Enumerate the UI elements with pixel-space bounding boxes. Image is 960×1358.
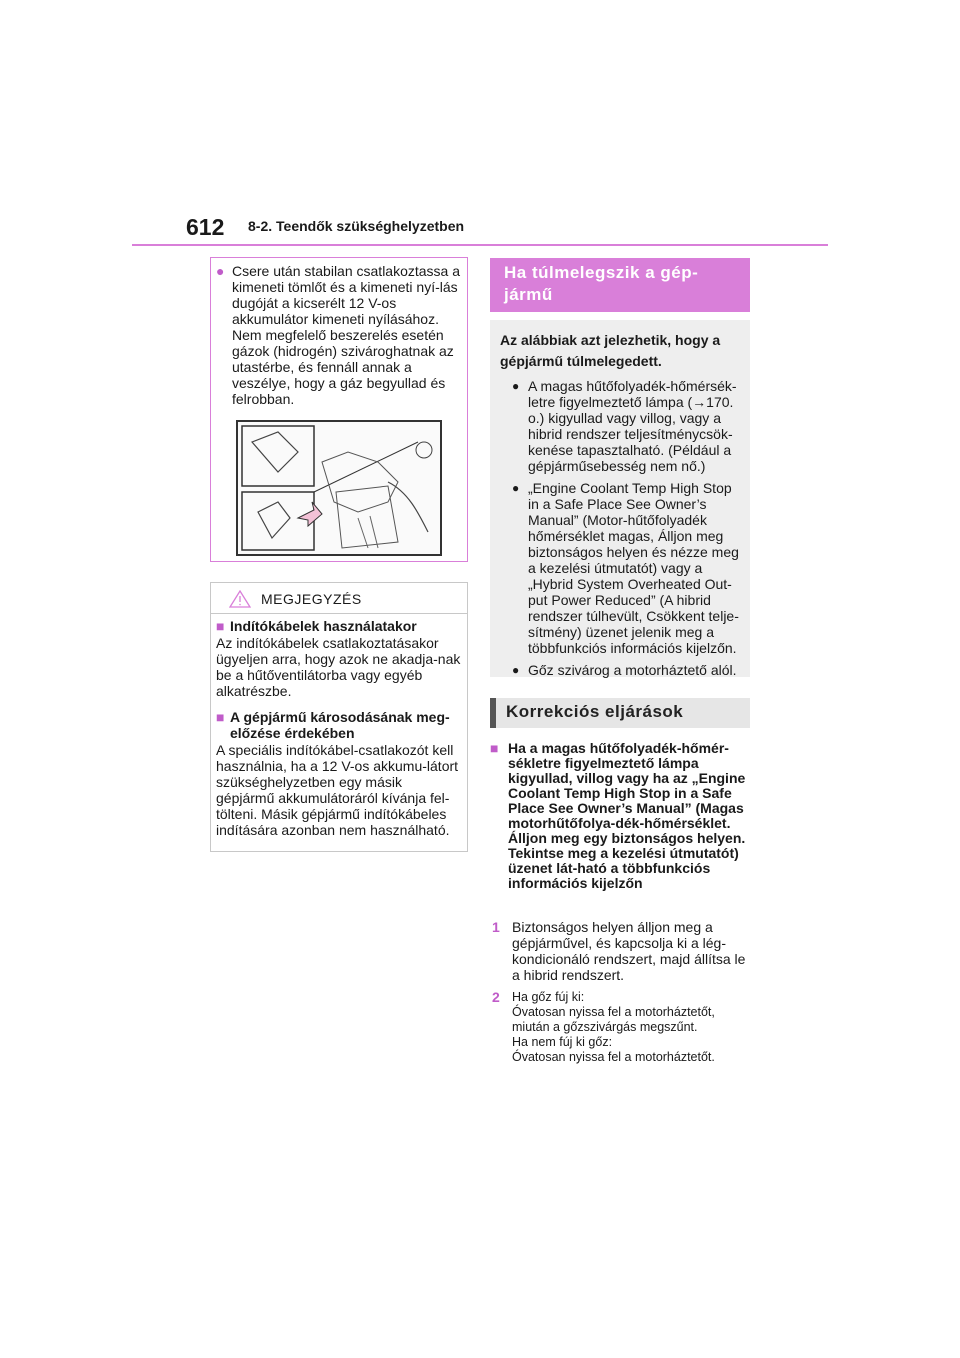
- step-2-line: Ha nem fúj ki gőz:: [512, 1035, 613, 1049]
- corrective-title: Korrekciós eljárások: [490, 698, 750, 728]
- overheat-intro: Az alábbiak azt jelezhetik, hogy a gépjármű túlmelegedett.: [500, 332, 721, 369]
- note-body: [211, 614, 467, 838]
- warning-bullet: [216, 263, 462, 407]
- note-text-1: Az indítókábelek csatlakoztatásakor ügyeljen arra, hogy azok ne akadja-nak be a hűtőventilátorba vagy egyéb alkatrészbe.: [216, 635, 461, 699]
- note-header: [211, 583, 467, 614]
- step-2-line: Ha gőz fúj ki:: [512, 990, 585, 1004]
- square-bullet-icon: ■: [216, 618, 225, 634]
- list-item-text: „Engine Coolant Temp High Stop in a Safe Place See Owner’s Manual” (Motor-hűtőfolyadék hőmérséklet magas, Álljon meg biztonságos helyen és nézze meg a kezelési útmutatót) vagy a „Hybrid System Overheated Out-put Power Reduced” (A hibrid rendszer túlhevült, Csökkent telje-sítmény) üzenet jelenik meg a többfunkciós információs kijelzőn.: [528, 480, 739, 656]
- bullet-dot-icon: ●: [512, 379, 520, 393]
- step-2: [490, 990, 746, 1065]
- step-1-text: Biztonságos helyen álljon meg a gépjárművel, és kapcsolja ki a lég-kondicionáló rendszert, majd állítsa le a hibrid rendszert.: [512, 919, 746, 983]
- battery-illustration: [236, 420, 442, 556]
- note-heading-1: [216, 618, 462, 634]
- list-item: [500, 480, 740, 656]
- list-item-text: A magas hűtőfolyadék-hőmérsék-letre figyelmeztető lámpa (→170. o.) kigyullad vagy villog, vagy a hibrid rendszer teljesítménycsök-kenése tapasztalható. (Például a gépjárműsebesség nem nő.): [528, 378, 737, 474]
- square-bullet-icon: ■: [490, 740, 499, 756]
- step-2-line: Óvatosan nyissa fel a motorháztetőt, miután a gőzszivárgás megszűnt.: [512, 1005, 715, 1034]
- list-item: [500, 378, 740, 474]
- warning-text: Csere után stabilan csatlakoztassa a kimeneti tömlőt és a kimeneti nyí-lás dugóját a kicserélt 12 V-os akkumulátor kimeneti nyílásához. Nem megfelelő beszerelés esetén gázok (hidrogén) szivároghatnak az utastérbe, és fennáll annak a veszélye, hogy a gáz begyullad és felrobban.: [232, 263, 461, 407]
- note-heading-2: [216, 709, 462, 741]
- step-1: [490, 919, 746, 983]
- warning-triangle-icon: [229, 590, 251, 608]
- list-item-text: Gőz szivárog a motorháztető alól.: [528, 662, 737, 678]
- bullet-dot-icon: ●: [216, 263, 225, 279]
- note-heading-2-text: A gépjármű károsodásának meg-előzése érdekében: [230, 709, 450, 741]
- square-bullet-icon: ■: [216, 709, 225, 725]
- step-2-line: Óvatosan nyissa fel a motorháztetőt.: [512, 1050, 715, 1064]
- section-title: 8-2. Teendők szükséghelyzetben: [248, 218, 465, 234]
- page-number: 612: [186, 214, 225, 240]
- list-item: [500, 662, 740, 678]
- overheat-title: Ha túlmelegszik a gép-jármű: [490, 258, 750, 312]
- battery-illustration-drawing: [238, 422, 440, 554]
- corrective-condition-text: Ha a magas hűtőfolyadék-hőmér-sékletre figyelmeztető lámpa kigyullad, villog vagy ha az „Engine Coolant Temp High Stop in a Safe Place See Owner’s Manual” (Magas motorhűtőfolya-dék-hőmérséklet. Álljon meg egy biztonságos helyen. Tekintse meg a kezelési útmutatót) üzenet lát-ható a többfunkciós információs kijelzőn: [508, 740, 746, 891]
- bullet-dot-icon: ●: [512, 481, 520, 495]
- overheat-signs-box: [490, 320, 750, 677]
- header-divider: [132, 244, 828, 246]
- step-number: 2: [492, 989, 500, 1005]
- bullet-dot-icon: ●: [512, 663, 520, 677]
- step-number: 1: [492, 919, 500, 935]
- note-text-2: A speciális indítókábel-csatlakozót kell használnia, ha a 12 V-os akkumu-látort szükséghelyzetben egy másik gépjármű akkumulátoráról kívánja fel-tölteni. Másik gépjármű indítókábeles indítására azonban nem használható.: [216, 742, 459, 838]
- warning-box: [210, 257, 468, 562]
- corrective-condition: [490, 741, 746, 891]
- note-box: [210, 582, 468, 852]
- note-label: MEGJEGYZÉS: [261, 591, 362, 607]
- note-heading-1-text: Indítókábelek használatakor: [230, 618, 417, 634]
